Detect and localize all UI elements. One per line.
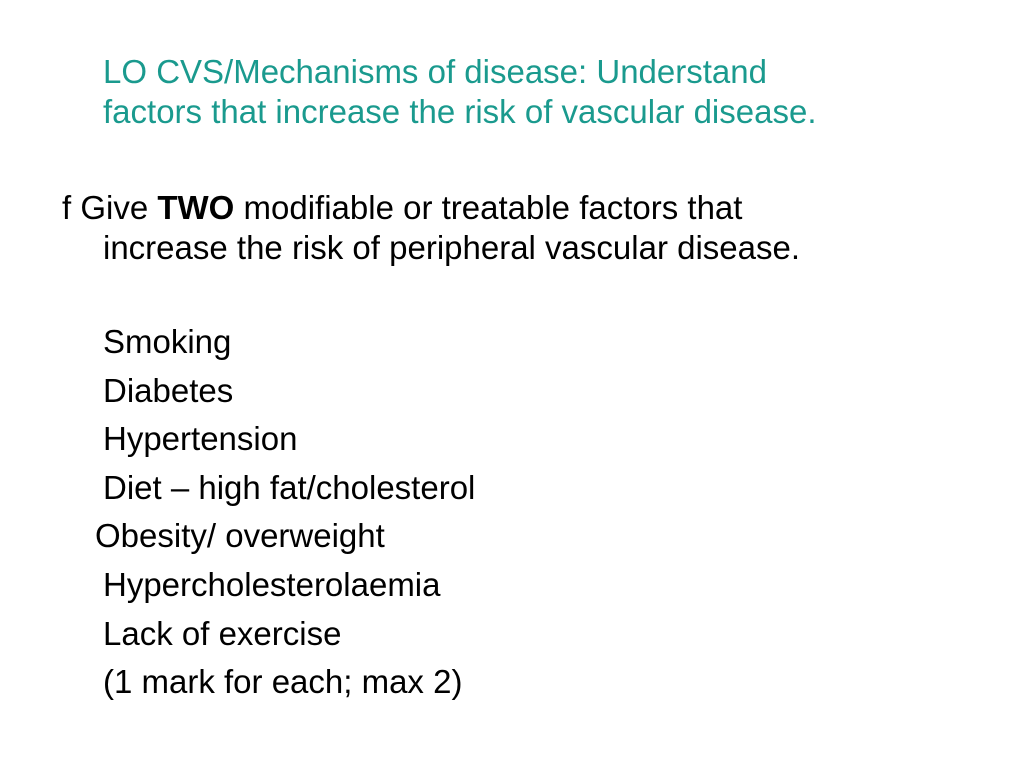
- answer-item-hypertension: Hypertension: [103, 420, 298, 458]
- answer-item-obesity: Obesity/ overweight: [95, 517, 385, 555]
- answer-item-hypercholesterolaemia: Hypercholesterolaemia: [103, 565, 441, 603]
- answer-item-diet: Diet – high fat/cholesterol: [103, 468, 476, 506]
- learning-objective-line-2: factors that increase the risk of vascular disease.: [103, 93, 817, 130]
- answer-item-diabetes: Diabetes: [103, 371, 234, 409]
- answer-item-lack-of-exercise: Lack of exercise: [103, 614, 342, 652]
- learning-objective-line-1: LO CVS/Mechanisms of disease: Understand: [103, 53, 767, 90]
- question-line-1-rest: modifiable or treatable factors that: [234, 189, 743, 226]
- question-line-2: increase the risk of peripheral vascular disease.: [103, 229, 801, 266]
- answer-list: [0, 321, 1024, 710]
- question-line-1: [62, 188, 1002, 228]
- question-prefix: f Give: [62, 189, 158, 226]
- question: [62, 188, 1002, 268]
- marking-note: (1 mark for each; max 2): [103, 663, 463, 701]
- question-emphasis: TWO: [157, 189, 235, 226]
- learning-objective: [103, 52, 1003, 132]
- answer-item-smoking: Smoking: [103, 323, 232, 360]
